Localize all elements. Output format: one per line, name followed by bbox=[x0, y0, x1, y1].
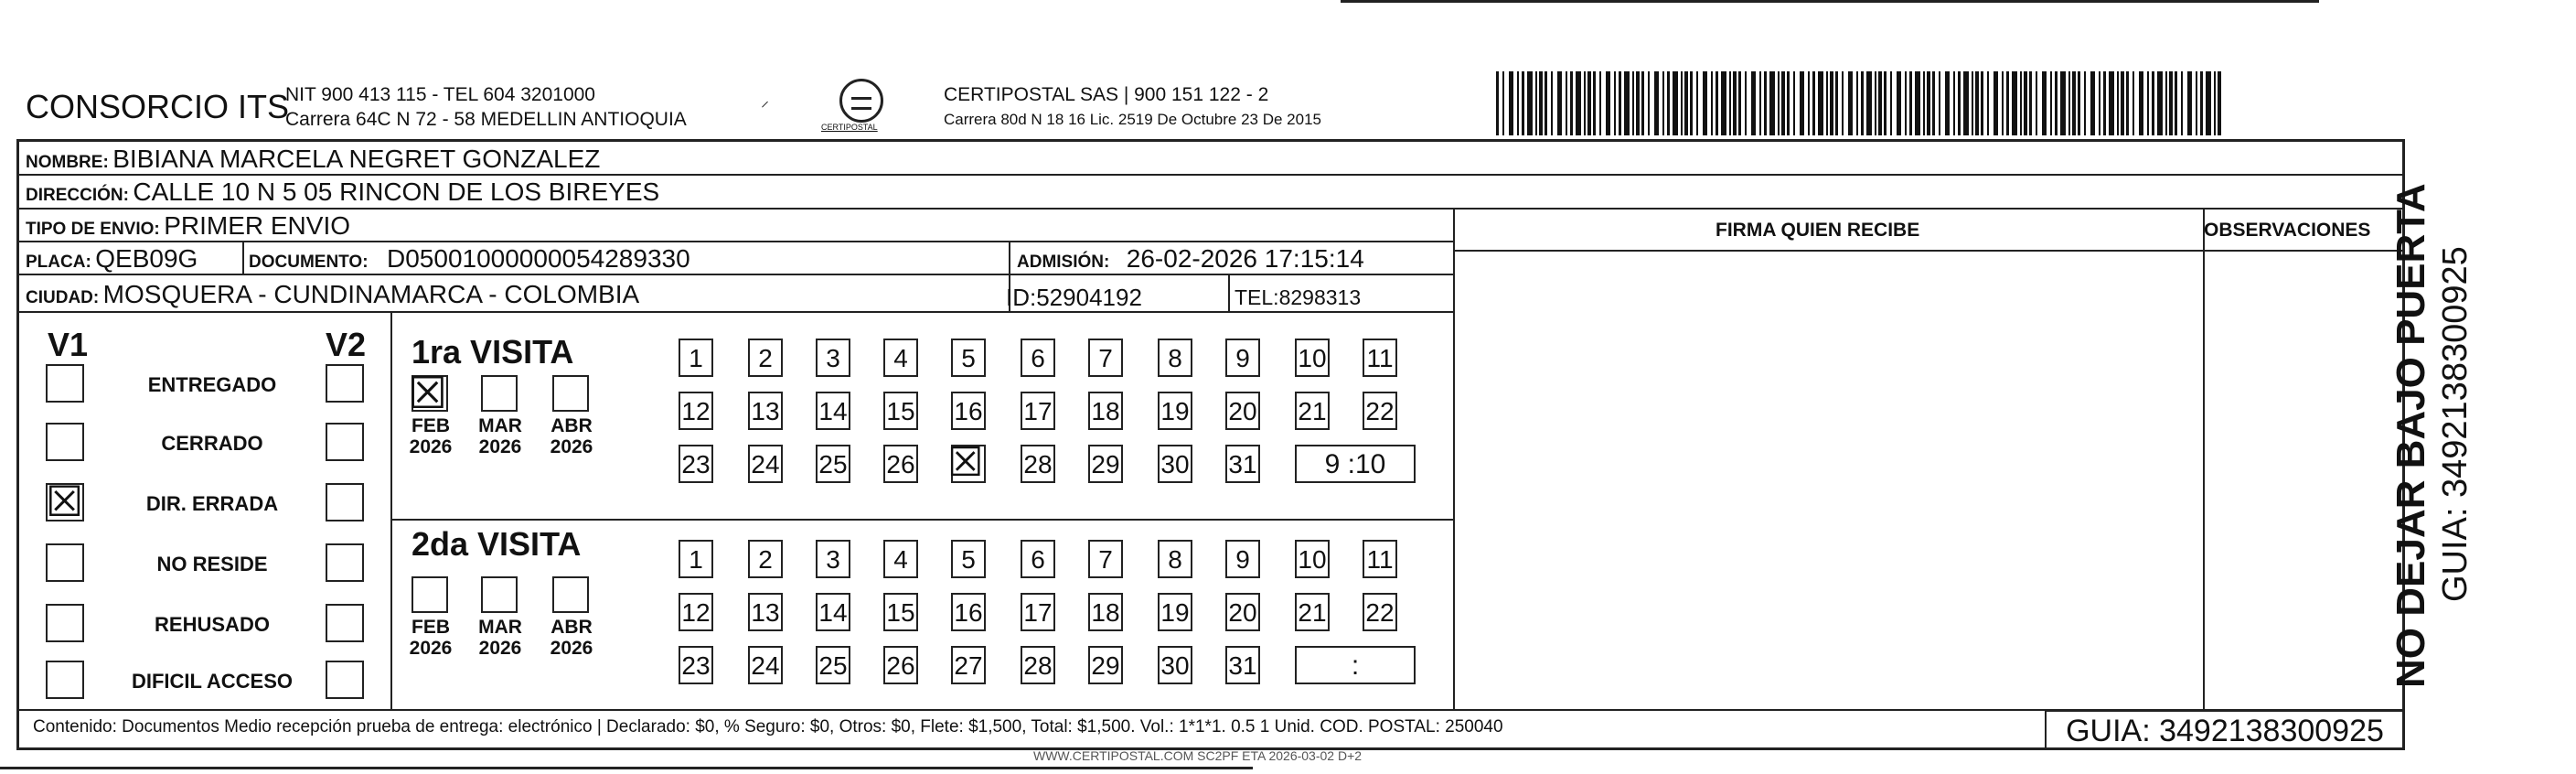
second-visit-day-box[interactable]: 30 bbox=[1158, 646, 1192, 684]
status-label: NO RESIDE bbox=[156, 553, 268, 575]
first-visit-day-box[interactable]: 8 bbox=[1158, 339, 1192, 377]
barcode-bar bbox=[1981, 71, 1983, 135]
second-visit-day-box[interactable]: 27 bbox=[951, 646, 986, 684]
documento-value: D05001000000054289330 bbox=[387, 244, 690, 273]
barcode-bar bbox=[1696, 71, 1698, 135]
barcode-bar bbox=[2078, 71, 2080, 135]
first-visit-time-box[interactable]: 9 :10 bbox=[1295, 445, 1416, 483]
barcode-bar bbox=[2012, 71, 2017, 135]
ciudad-label: CIUDAD: bbox=[26, 288, 100, 307]
second-visit-day-box[interactable]: 2 bbox=[748, 540, 783, 578]
barcode-bar bbox=[1927, 71, 1930, 135]
first-visit-day-box[interactable]: 23 bbox=[679, 445, 713, 483]
placa-label: PLACA: bbox=[26, 253, 91, 272]
barcode-bar bbox=[1861, 71, 1864, 135]
first-visit-day-box[interactable]: 25 bbox=[816, 445, 850, 483]
tipo-row bbox=[26, 211, 350, 241]
month-year: 2026 bbox=[550, 436, 593, 457]
barcode-bar bbox=[1875, 71, 1876, 135]
nit-line: NIT 900 413 115 - TEL 604 3201000 bbox=[285, 84, 595, 105]
barcode-bar bbox=[1835, 71, 1838, 135]
second-visit-day-box[interactable]: 9 bbox=[1225, 540, 1260, 578]
barcode-bar bbox=[1716, 71, 1718, 135]
first-visit-day-box[interactable]: 18 bbox=[1088, 392, 1123, 430]
row-divider bbox=[19, 311, 1453, 313]
barcode-bar bbox=[1987, 71, 1989, 135]
row-divider bbox=[19, 208, 2402, 210]
visit-divider bbox=[390, 519, 1453, 521]
barcode-bar bbox=[1884, 71, 1887, 135]
barcode-bar bbox=[1793, 71, 1795, 135]
observaciones-header: OBSERVACIONES bbox=[2204, 220, 2371, 241]
barcode-bar bbox=[1551, 71, 1553, 135]
second-visit-day-box[interactable]: 31 bbox=[1225, 646, 1260, 684]
barcode-bar bbox=[1539, 71, 1543, 135]
barcode-bar bbox=[2121, 71, 2124, 135]
row-divider bbox=[19, 241, 1453, 242]
first-visit-day-box[interactable]: 9 bbox=[1225, 339, 1260, 377]
first-visit-title: 1ra VISITA bbox=[412, 333, 574, 371]
barcode-bar bbox=[1557, 71, 1562, 135]
direccion-label: DIRECCIÓN: bbox=[26, 186, 129, 205]
barcode-bar bbox=[1648, 71, 1650, 135]
month-name: ABR bbox=[550, 415, 593, 436]
barcode-bar bbox=[2060, 71, 2066, 135]
certipostal-logo-icon bbox=[839, 79, 883, 123]
v2-checkbox[interactable] bbox=[326, 661, 364, 699]
nombre-row bbox=[26, 145, 600, 174]
barcode-bar bbox=[1842, 71, 1844, 135]
first-visit-day-box[interactable]: 30 bbox=[1158, 445, 1192, 483]
barcode-bar bbox=[2109, 71, 2114, 135]
barcode-bar bbox=[1636, 71, 1640, 135]
barcode-bar bbox=[1711, 71, 1713, 135]
barcode-bar bbox=[1751, 71, 1756, 135]
tipo-label: TIPO DE ENVIO: bbox=[26, 220, 160, 239]
second-visit-day-box[interactable]: 3 bbox=[816, 540, 850, 578]
barcode-bar bbox=[1729, 71, 1731, 135]
barcode-bar bbox=[2218, 71, 2221, 135]
documento-label: DOCUMENTO: bbox=[249, 253, 369, 272]
barcode-bar bbox=[1587, 71, 1591, 135]
month-name: MAR bbox=[478, 617, 522, 638]
barcode-bar bbox=[1963, 71, 1969, 135]
tipo-value: PRIMER ENVIO bbox=[164, 211, 351, 240]
barcode-bar bbox=[1614, 71, 1616, 135]
second-visit-day-box[interactable]: 25 bbox=[816, 646, 850, 684]
barcode-bar bbox=[1690, 71, 1693, 135]
v1-checkbox[interactable] bbox=[46, 364, 84, 403]
month-year: 2026 bbox=[478, 436, 522, 457]
barcode-bar bbox=[1738, 71, 1741, 135]
barcode-bar bbox=[2147, 71, 2149, 135]
barcode-bar bbox=[1800, 71, 1804, 135]
first-visit-month-label bbox=[543, 415, 600, 457]
second-visit-day-box[interactable]: 6 bbox=[1021, 540, 1055, 578]
barcode bbox=[1496, 71, 2222, 135]
second-visit-day-box[interactable]: 24 bbox=[748, 646, 783, 684]
barcode-bar bbox=[1522, 71, 1524, 135]
company-nit bbox=[285, 82, 687, 132]
side-warning: NO DEJAR BAJO PUERTA bbox=[2389, 183, 2433, 688]
barcode-bar bbox=[1866, 71, 1872, 135]
barcode-bar bbox=[1654, 71, 1659, 135]
v2-checkbox[interactable] bbox=[326, 423, 364, 461]
second-visit-day-box[interactable]: 29 bbox=[1088, 646, 1123, 684]
nombre-label: NOMBRE: bbox=[26, 153, 109, 172]
barcode-bar bbox=[1830, 71, 1833, 135]
barcode-bar bbox=[1993, 71, 1998, 135]
barcode-bar bbox=[1764, 71, 1767, 135]
barcode-bar bbox=[1624, 71, 1630, 135]
delivery-form bbox=[16, 139, 2405, 750]
second-visit-day-box[interactable]: 16 bbox=[951, 593, 986, 631]
month-name: ABR bbox=[550, 617, 593, 638]
top-cut-line bbox=[1341, 0, 2319, 3]
v1-checkbox[interactable] bbox=[46, 543, 84, 582]
month-name: FEB bbox=[412, 617, 450, 638]
v2-header: V2 bbox=[326, 326, 367, 363]
barcode-bar bbox=[1945, 71, 1950, 135]
first-visit-month-mark-icon: ☒ bbox=[408, 368, 448, 419]
row-divider bbox=[19, 274, 1453, 275]
v1-checkbox[interactable] bbox=[46, 604, 84, 642]
barcode-bar bbox=[1641, 71, 1644, 135]
ciudad-value: MOSQUERA - CUNDINAMARCA - COLOMBIA bbox=[102, 280, 640, 308]
visit-column-divider bbox=[390, 311, 392, 709]
barcode-bar bbox=[1509, 71, 1513, 135]
first-visit-day-box[interactable]: 31 bbox=[1225, 445, 1260, 483]
barcode-bar bbox=[1939, 71, 1940, 135]
barcode-bar bbox=[1812, 71, 1815, 135]
barcode-bar bbox=[1662, 71, 1664, 135]
barcode-bar bbox=[1787, 71, 1790, 135]
barcode-bar bbox=[2175, 71, 2177, 135]
second-visit-day-box[interactable]: 17 bbox=[1021, 593, 1055, 631]
v1-checkbox[interactable] bbox=[46, 423, 84, 461]
second-visit-title: 2da VISITA bbox=[412, 525, 582, 563]
barcode-bar bbox=[2002, 71, 2004, 135]
first-visit-day-box[interactable]: 15 bbox=[883, 392, 918, 430]
second-visit-day-box[interactable]: 20 bbox=[1225, 593, 1260, 631]
first-visit-day-box[interactable]: 4 bbox=[883, 339, 918, 377]
v2-checkbox[interactable] bbox=[326, 543, 364, 582]
barcode-bar bbox=[2206, 71, 2211, 135]
barcode-bar bbox=[2090, 71, 2095, 135]
second-visit-day-box[interactable]: 28 bbox=[1021, 646, 1055, 684]
barcode-bar bbox=[2099, 71, 2100, 135]
first-visit-day-box[interactable]: 29 bbox=[1088, 445, 1123, 483]
second-visit-time-box[interactable]: : bbox=[1295, 646, 1416, 684]
bottom-cut-line bbox=[0, 767, 1253, 769]
barcode-bar bbox=[1972, 71, 1973, 135]
direccion-row bbox=[26, 177, 659, 207]
v1-header: V1 bbox=[48, 326, 89, 363]
column-header-divider bbox=[1453, 250, 2402, 252]
barcode-bar bbox=[1905, 71, 1907, 135]
barcode-bar bbox=[1953, 71, 1955, 135]
row-divider bbox=[19, 174, 2402, 176]
second-visit-month-checkbox[interactable] bbox=[552, 576, 589, 613]
second-visit-day-box[interactable]: 11 bbox=[1363, 540, 1397, 578]
barcode-bar bbox=[1593, 71, 1596, 135]
barcode-bar bbox=[1545, 71, 1547, 135]
second-visit-month-label bbox=[472, 617, 529, 659]
first-visit-day-box[interactable]: 26 bbox=[883, 445, 918, 483]
first-visit-day-box[interactable]: 22 bbox=[1363, 392, 1397, 430]
barcode-bar bbox=[2214, 71, 2216, 135]
placa-row bbox=[26, 244, 198, 274]
second-visit-day-box[interactable]: 22 bbox=[1363, 593, 1397, 631]
v1-checkbox-mark-icon: ☒ bbox=[46, 477, 84, 526]
barcode-bar bbox=[2169, 71, 2173, 135]
first-visit-day-box[interactable]: 3 bbox=[816, 339, 850, 377]
second-visit-day-box[interactable]: 10 bbox=[1295, 540, 1330, 578]
v1-checkbox[interactable] bbox=[46, 661, 84, 699]
month-year: 2026 bbox=[409, 436, 453, 457]
ciudad-row bbox=[26, 280, 639, 309]
tel-divider bbox=[1228, 274, 1230, 311]
signature-divider bbox=[1453, 208, 1455, 709]
month-year: 2026 bbox=[550, 638, 593, 659]
direccion-value: CALLE 10 N 5 05 RINCON DE LOS BIREYES bbox=[133, 177, 660, 206]
nombre-value: BIBIANA MARCELA NEGRET GONZALEZ bbox=[112, 145, 601, 173]
barcode-bar bbox=[2157, 71, 2163, 135]
license-line: Carrera 80d N 18 16 Lic. 2519 De Octubre 23 De 2015 bbox=[944, 111, 1321, 128]
first-visit-month-label bbox=[402, 415, 459, 457]
first-visit-day-box[interactable]: 12 bbox=[679, 392, 713, 430]
barcode-bar bbox=[1778, 71, 1780, 135]
second-visit-day-box[interactable]: 18 bbox=[1088, 593, 1123, 631]
second-visit-day-box[interactable]: 8 bbox=[1158, 540, 1192, 578]
admision-value: 26-02-2026 17:15:14 bbox=[1126, 244, 1364, 273]
first-visit-month-label bbox=[472, 415, 529, 457]
barcode-bar bbox=[1781, 71, 1785, 135]
barcode-bar bbox=[2139, 71, 2143, 135]
month-name: MAR bbox=[478, 415, 522, 436]
certipostal-info bbox=[944, 82, 1321, 132]
barcode-bar bbox=[1721, 71, 1726, 135]
status-label: DIR. ERRADA bbox=[145, 492, 279, 515]
second-visit-month-checkbox[interactable] bbox=[412, 576, 448, 613]
barcode-bar bbox=[1703, 71, 1707, 135]
barcode-bar bbox=[1535, 71, 1537, 135]
barcode-bar bbox=[1745, 71, 1747, 135]
first-visit-day-box[interactable]: 21 bbox=[1295, 392, 1330, 430]
barcode-bar bbox=[1673, 71, 1678, 135]
first-visit-month-checkbox[interactable] bbox=[552, 375, 589, 412]
first-visit-day-box[interactable]: 20 bbox=[1225, 392, 1260, 430]
barcode-bar bbox=[1527, 71, 1533, 135]
status-label: ENTREGADO bbox=[147, 373, 277, 396]
second-visit-day-box[interactable]: 19 bbox=[1158, 593, 1192, 631]
first-visit-day-box[interactable]: 10 bbox=[1295, 339, 1330, 377]
barcode-bar bbox=[1890, 71, 1892, 135]
month-year: 2026 bbox=[478, 638, 522, 659]
second-visit-month-label bbox=[543, 617, 600, 659]
first-visit-day-box[interactable]: 16 bbox=[951, 392, 986, 430]
month-year: 2026 bbox=[409, 638, 453, 659]
second-visit-day-box[interactable]: 4 bbox=[883, 540, 918, 578]
barcode-bar bbox=[1619, 71, 1621, 135]
barcode-bar bbox=[2165, 71, 2167, 135]
admision-row bbox=[1017, 244, 1364, 274]
barcode-bar bbox=[1932, 71, 1935, 135]
barcode-bar bbox=[2117, 71, 2119, 135]
barcode-bar bbox=[1632, 71, 1634, 135]
barcode-bar bbox=[1576, 71, 1581, 135]
barcode-bar bbox=[1496, 71, 1499, 135]
first-visit-day-box[interactable]: 28 bbox=[1021, 445, 1055, 483]
barcode-bar bbox=[2055, 71, 2058, 135]
barcode-bar bbox=[1958, 71, 1961, 135]
barcode-bar bbox=[1684, 71, 1688, 135]
barcode-bar bbox=[2068, 71, 2070, 135]
side-guia: GUIA: 3492138300925 bbox=[2436, 246, 2474, 602]
first-visit-day-box[interactable]: 19 bbox=[1158, 392, 1192, 430]
v2-checkbox[interactable] bbox=[326, 483, 364, 521]
barcode-bar bbox=[2072, 71, 2076, 135]
barcode-bar bbox=[1915, 71, 1920, 135]
first-visit-day-box[interactable]: 1 bbox=[679, 339, 713, 377]
status-label: CERRADO bbox=[161, 432, 263, 455]
id-value: ID:52904192 bbox=[1006, 284, 1142, 311]
first-visit-day-box[interactable]: 7 bbox=[1088, 339, 1123, 377]
barcode-bar bbox=[1566, 71, 1567, 135]
second-visit-month-checkbox[interactable] bbox=[481, 576, 518, 613]
barcode-bar bbox=[2024, 71, 2027, 135]
barcode-bar bbox=[2187, 71, 2192, 135]
tick-icon: ⸝ bbox=[761, 91, 769, 110]
barcode-bar bbox=[1570, 71, 1573, 135]
documento-row bbox=[249, 244, 690, 274]
contenido-line: Contenido: Documentos Medio recepción prueba de entrega: electrónico | Declarado: $0, % Seguro: $0, Otros: $0, Flete: $1,500, Total: $1,500. Vol.: 1*1*1. 0.5 1 Unid. COD. POSTAL: 250040 bbox=[33, 717, 1503, 736]
admision-label: ADMISIÓN: bbox=[1017, 253, 1110, 272]
first-visit-day-mark-icon: ☒ bbox=[947, 439, 984, 486]
barcode-bar bbox=[1769, 71, 1775, 135]
second-visit-day-box[interactable]: 15 bbox=[883, 593, 918, 631]
second-visit-day-box[interactable]: 13 bbox=[748, 593, 783, 631]
second-visit-month-label bbox=[402, 617, 459, 659]
status-label: REHUSADO bbox=[155, 613, 270, 636]
barcode-bar bbox=[2006, 71, 2009, 135]
second-visit-day-box[interactable]: 5 bbox=[951, 540, 986, 578]
barcode-bar bbox=[2050, 71, 2052, 135]
barcode-bar bbox=[1733, 71, 1737, 135]
first-visit-day-box[interactable]: 2 bbox=[748, 339, 783, 377]
barcode-bar bbox=[1681, 71, 1683, 135]
barcode-bar bbox=[2103, 71, 2106, 135]
firma-header: FIRMA QUIEN RECIBE bbox=[1716, 220, 1920, 241]
barcode-bar bbox=[2036, 71, 2037, 135]
barcode-bar bbox=[1848, 71, 1853, 135]
tel-value: TEL:8298313 bbox=[1235, 285, 1362, 309]
first-visit-day-box[interactable]: 13 bbox=[748, 392, 783, 430]
second-visit-day-box[interactable]: 12 bbox=[679, 593, 713, 631]
guia-number: GUIA: 3492138300925 bbox=[2045, 710, 2405, 750]
second-visit-day-box[interactable]: 1 bbox=[679, 540, 713, 578]
barcode-bar bbox=[1818, 71, 1823, 135]
barcode-bar bbox=[1897, 71, 1901, 135]
barcode-bar bbox=[2196, 71, 2197, 135]
barcode-bar bbox=[1517, 71, 1519, 135]
first-visit-month-checkbox[interactable] bbox=[481, 375, 518, 412]
barcode-bar bbox=[1667, 71, 1670, 135]
barcode-bar bbox=[1909, 71, 1912, 135]
barcode-bar bbox=[1599, 71, 1601, 135]
observaciones-divider bbox=[2203, 208, 2205, 709]
barcode-bar bbox=[2126, 71, 2129, 135]
v2-checkbox[interactable] bbox=[326, 604, 364, 642]
barcode-bar bbox=[2029, 71, 2032, 135]
barcode-bar bbox=[1856, 71, 1858, 135]
first-visit-day-box[interactable]: 5 bbox=[951, 339, 986, 377]
first-visit-day-box[interactable]: 11 bbox=[1363, 339, 1397, 377]
second-visit-day-box[interactable]: 21 bbox=[1295, 593, 1330, 631]
month-name: FEB bbox=[412, 415, 450, 436]
second-visit-day-box[interactable]: 7 bbox=[1088, 540, 1123, 578]
barcode-bar bbox=[1808, 71, 1810, 135]
barcode-bar bbox=[2084, 71, 2086, 135]
barcode-bar bbox=[2132, 71, 2134, 135]
status-label: DIFICIL ACCESO bbox=[131, 670, 293, 693]
barcode-bar bbox=[1759, 71, 1761, 135]
barcode-bar bbox=[1826, 71, 1828, 135]
second-visit-day-box[interactable]: 23 bbox=[679, 646, 713, 684]
barcode-bar bbox=[2042, 71, 2047, 135]
barcode-bar bbox=[2152, 71, 2154, 135]
first-visit-day-box[interactable]: 17 bbox=[1021, 392, 1055, 430]
barcode-bar bbox=[1878, 71, 1882, 135]
footer-shadow-text: WWW.CERTIPOSTAL.COM SC2PF ETA 2026-03-02 D+2 bbox=[1033, 748, 1363, 763]
company-name: CONSORCIO ITS bbox=[26, 88, 290, 125]
barcode-bar bbox=[1923, 71, 1925, 135]
placa-divider bbox=[242, 241, 244, 274]
barcode-bar bbox=[2200, 71, 2203, 135]
barcode-bar bbox=[2020, 71, 2022, 135]
barcode-bar bbox=[1584, 71, 1586, 135]
second-visit-day-box[interactable]: 14 bbox=[816, 593, 850, 631]
barcode-bar bbox=[1975, 71, 1979, 135]
barcode-bar bbox=[1502, 71, 1504, 135]
logo-caption: CERTIPOSTAL bbox=[821, 123, 878, 132]
barcode-bar bbox=[1606, 71, 1610, 135]
first-visit-day-box[interactable]: 6 bbox=[1021, 339, 1055, 377]
first-visit-day-box[interactable]: 24 bbox=[748, 445, 783, 483]
first-visit-day-box[interactable]: 14 bbox=[816, 392, 850, 430]
address-line: Carrera 64C N 72 - 58 MEDELLIN ANTIOQUIA bbox=[285, 109, 687, 130]
certipostal-line: CERTIPOSTAL SAS | 900 151 122 - 2 bbox=[944, 84, 1269, 105]
second-visit-day-box[interactable]: 26 bbox=[883, 646, 918, 684]
barcode-bar bbox=[2181, 71, 2183, 135]
v2-checkbox[interactable] bbox=[326, 364, 364, 403]
placa-value: QEB09G bbox=[95, 244, 198, 273]
